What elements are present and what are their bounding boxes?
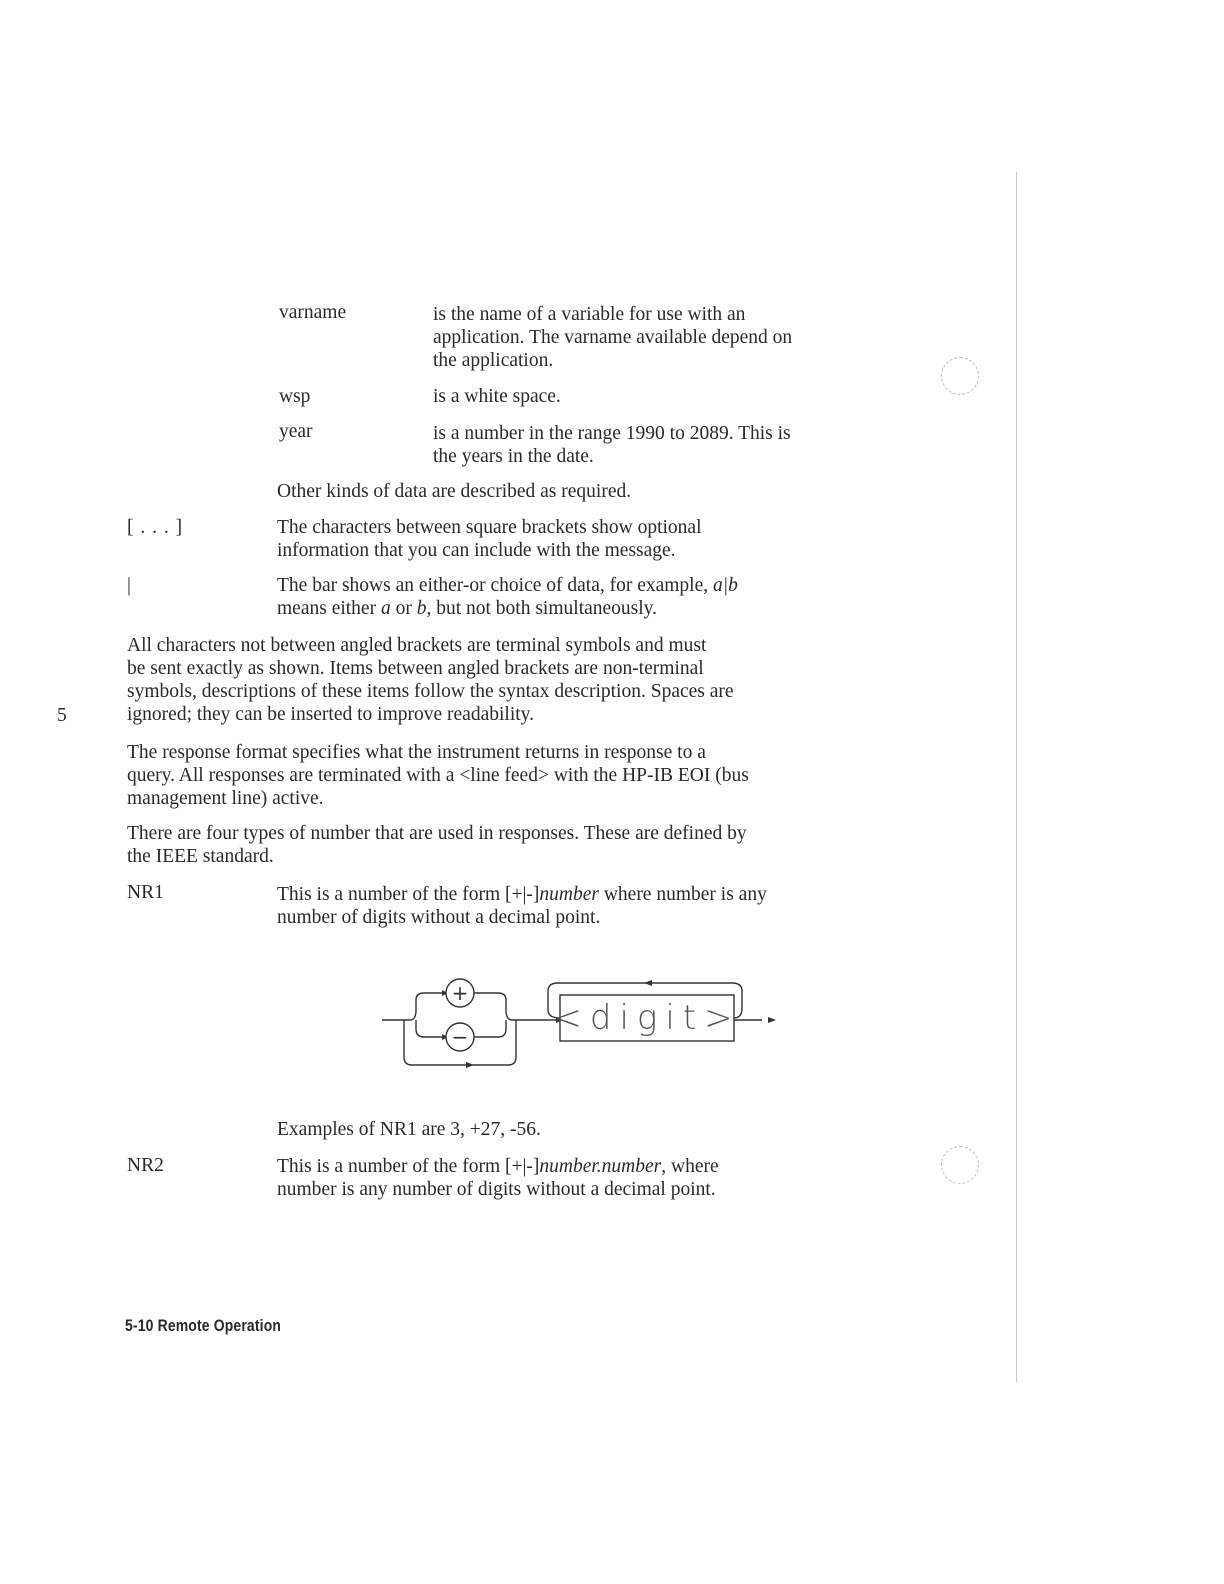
arrow-icon [644,980,652,986]
punch-hole [941,357,979,395]
arrow-icon [466,1062,474,1068]
minus-branch-out [474,1020,506,1037]
nr2-description: This is a number of the form [+|-]number.number, where number is any number of digits without a decimal point. [277,1156,719,1200]
digit-label: <digit> [553,998,741,1038]
number-types-paragraph: There are four types of number that are used in responses. These are defined by the IEEE standard. [127,823,747,867]
brackets-description: The characters between square brackets show optional information that you can include with the message. [277,517,702,561]
punch-hole [941,1146,979,1184]
term-label: wsp [279,386,311,407]
page-edge-line [1016,172,1017,1382]
term-description: is the name of a variable for use with an application. The varname available depend on the application. [433,304,793,371]
nr1-label: NR1 [127,882,164,903]
brackets-symbol: [ . . . ] [127,517,184,538]
nr1-description: This is a number of the form [+|-]number where number is any number of digits without a decimal point. [277,884,767,928]
minus-branch-in [416,1020,446,1037]
minus-sign: − [451,1025,469,1049]
plus-branch-out [474,993,512,1020]
page-footer: 5-10 Remote Operation [125,1316,282,1335]
nr1-syntax-diagram [370,965,790,1090]
response-format-paragraph: The response format specifies what the instrument returns in response to a query. All responses are terminated with a <line feed> with the HP-IB EOI (bus management line) active. [127,742,749,809]
term-description: is a white space. [433,386,561,407]
term-label: varname [279,302,347,323]
plus-branch-in [410,993,446,1020]
term-label: year [279,421,313,442]
bar-symbol: | [127,575,131,596]
arrow-icon [768,1017,776,1023]
bar-description: The bar shows an either-or choice of data, for example, a|b means either a or b, but not both simultaneously. [277,575,738,619]
nr2-label: NR2 [127,1155,164,1176]
other-kinds-note: Other kinds of data are described as required. [277,481,632,502]
terminal-symbols-paragraph: All characters not between angled brackets are terminal symbols and must be sent exactly as shown. Items between angled brackets are non-terminal symbols, descriptions of these items follow the syntax description. Spaces are ignored; they can be inserted to improve readability. [127,635,734,725]
plus-sign: + [451,981,469,1005]
chapter-tab-number: 5 [57,705,67,726]
nr1-examples: Examples of NR1 are 3, +27, -56. [277,1119,541,1140]
term-description: is a number in the range 1990 to 2089. This is the years in the date. [433,423,791,467]
